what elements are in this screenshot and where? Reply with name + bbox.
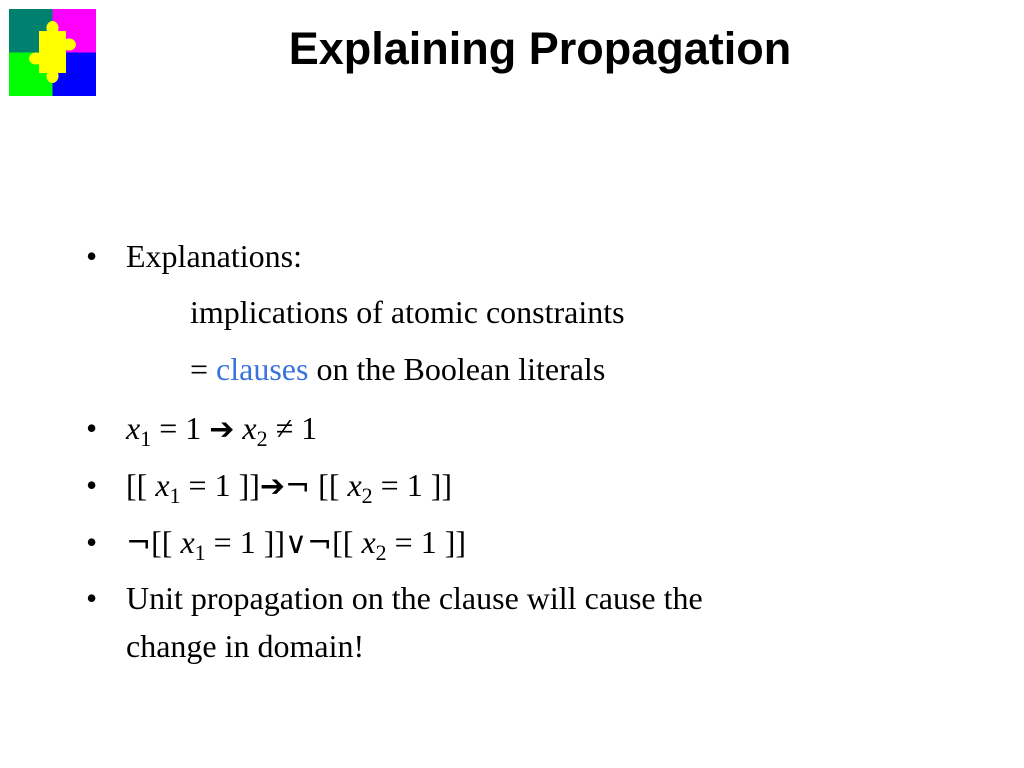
expr-text: ≠ 1 <box>267 410 318 446</box>
bullet-marker: • <box>86 410 98 446</box>
subscript: 1 <box>169 483 181 508</box>
expr-text: = 1 ]] <box>386 524 466 560</box>
slide-title: Explaining Propagation <box>288 23 792 74</box>
bullet-marker: • <box>86 580 98 616</box>
expr-text: [[ <box>310 467 348 503</box>
bullet-marker: • <box>86 238 98 274</box>
or-symbol: ∨ <box>285 526 307 561</box>
sub-line-clauses <box>190 349 605 389</box>
implies-arrow-icon: ➔ <box>209 412 235 447</box>
expr-text: = 1 ]] <box>205 524 286 560</box>
subscript: 2 <box>361 483 373 508</box>
bullet-literal-implication <box>126 465 452 507</box>
expr-text: [[ <box>332 524 362 560</box>
negation-symbol: ¬ <box>126 526 152 561</box>
bullet-unit-propagation-line2: change in domain! <box>126 628 365 664</box>
subscript: 2 <box>375 540 387 565</box>
bullet-unit-propagation-line1: Unit propagation on the clause will cause the <box>126 580 703 616</box>
subscript: 2 <box>256 426 268 451</box>
expr-text: = 1 ]] <box>180 467 260 503</box>
expr-text: = 1 ]] <box>372 467 453 503</box>
implies-arrow-icon: ➔ <box>259 469 286 504</box>
subscript: 1 <box>140 426 152 451</box>
sub-line-implications: implications of atomic constraints <box>190 294 625 330</box>
bullet-explanations: Explanations: <box>126 238 302 274</box>
negation-symbol: ¬ <box>306 526 333 561</box>
bullet-clause <box>126 522 466 564</box>
var-x: x <box>361 524 376 560</box>
var-x: x <box>242 410 257 446</box>
bullet-implication <box>126 408 317 450</box>
clauses-keyword: clauses <box>216 351 309 387</box>
var-x: x <box>155 467 170 503</box>
subscript: 1 <box>194 540 206 565</box>
bullet-marker: • <box>86 524 98 560</box>
clauses-rest: on the Boolean literals <box>308 351 606 387</box>
var-x: x <box>126 410 141 446</box>
expr-text: [[ <box>126 467 156 503</box>
negation-symbol: ¬ <box>285 469 311 504</box>
equals-prefix: = <box>190 351 217 387</box>
expr-text: = 1 <box>151 410 210 446</box>
var-x: x <box>180 524 195 560</box>
expr-text: [[ <box>151 524 181 560</box>
bullet-marker: • <box>86 467 98 503</box>
var-x: x <box>347 467 362 503</box>
